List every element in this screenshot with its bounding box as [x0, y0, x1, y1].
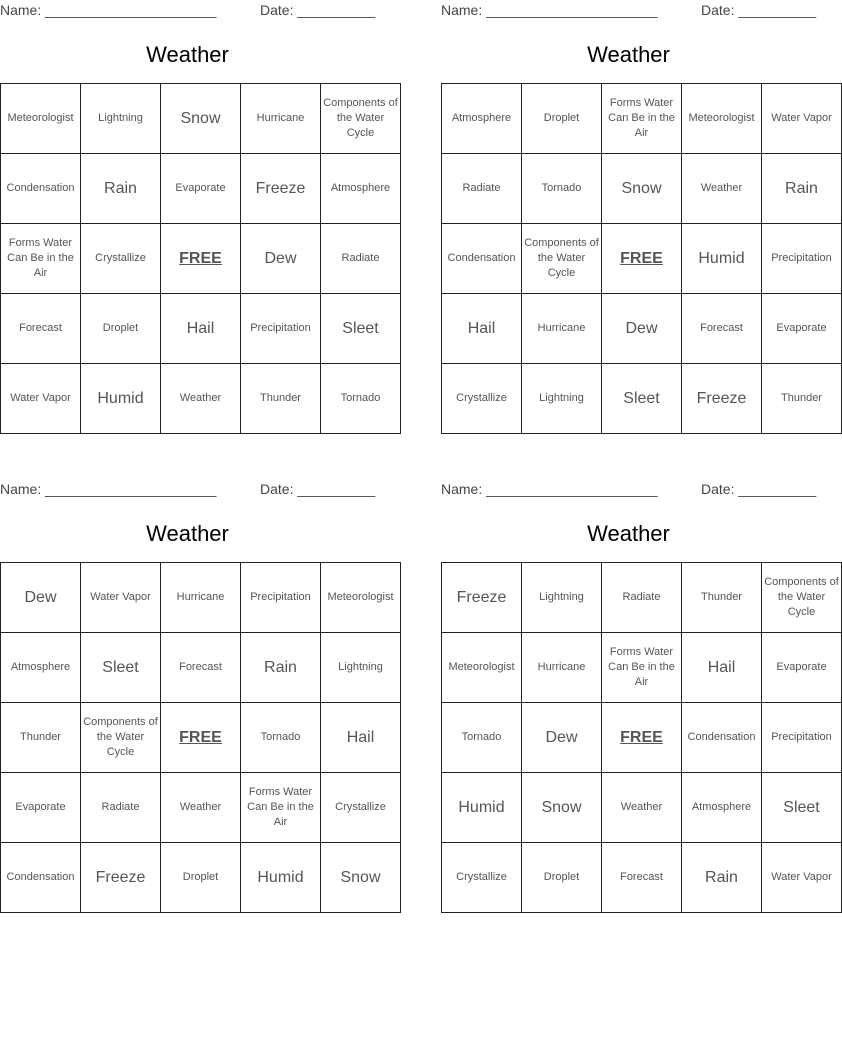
- grid-cell: Forecast: [602, 843, 682, 913]
- grid-cell: Water Vapor: [81, 563, 161, 633]
- bingo-card: [0, 479, 394, 886]
- grid-cell: Hurricane: [161, 563, 241, 633]
- grid-cell: Atmosphere: [442, 84, 522, 154]
- grid-cell: Forecast: [161, 633, 241, 703]
- grid-cell: Lightning: [81, 84, 161, 154]
- grid-cell: Precipitation: [241, 563, 321, 633]
- name-field-label: Name: ______________________: [0, 2, 217, 18]
- card-header: [0, 479, 375, 501]
- grid-cell: Weather: [161, 773, 241, 843]
- grid-cell: Meteorologist: [442, 633, 522, 703]
- grid-cell: Radiate: [81, 773, 161, 843]
- grid-row: [1, 773, 401, 843]
- grid-cell: Hurricane: [522, 294, 602, 364]
- grid-cell: Forms Water Can Be in the Air: [602, 84, 682, 154]
- grid-cell: Snow: [522, 773, 602, 843]
- grid-cell: Dew: [241, 224, 321, 294]
- grid-row: [442, 773, 842, 843]
- grid-cell: Atmosphere: [1, 633, 81, 703]
- grid-cell: Crystallize: [81, 224, 161, 294]
- grid-cell: Weather: [602, 773, 682, 843]
- grid-cell: Evaporate: [1, 773, 81, 843]
- grid-cell: Precipitation: [762, 224, 842, 294]
- grid-row: [442, 84, 842, 154]
- bingo-grid: [441, 83, 842, 434]
- grid-cell: Forms Water Can Be in the Air: [1, 224, 81, 294]
- grid-cell: Forms Water Can Be in the Air: [602, 633, 682, 703]
- grid-row: [442, 703, 842, 773]
- grid-row: [442, 224, 842, 294]
- grid-row: [442, 364, 842, 434]
- grid-cell: Hail: [442, 294, 522, 364]
- grid-cell: Meteorologist: [321, 563, 401, 633]
- grid-row: [1, 843, 401, 913]
- grid-cell: Droplet: [522, 84, 602, 154]
- grid-row: [1, 84, 401, 154]
- name-field-label: Name: ______________________: [0, 481, 217, 497]
- bingo-card: [0, 0, 398, 407]
- grid-cell: Tornado: [241, 703, 321, 773]
- grid-cell: Components of the Water Cycle: [321, 84, 401, 154]
- grid-cell: Crystallize: [442, 843, 522, 913]
- grid-row: [1, 154, 401, 224]
- grid-cell: Precipitation: [241, 294, 321, 364]
- grid-cell: Evaporate: [762, 633, 842, 703]
- grid-cell: Hail: [321, 703, 401, 773]
- grid-cell: Humid: [81, 364, 161, 434]
- grid-cell: Thunder: [241, 364, 321, 434]
- grid-cell: Weather: [682, 154, 762, 224]
- grid-row: [1, 563, 401, 633]
- grid-cell: Forms Water Can Be in the Air: [241, 773, 321, 843]
- grid-cell: Lightning: [522, 563, 602, 633]
- grid-cell: Droplet: [161, 843, 241, 913]
- grid-cell: Rain: [241, 633, 321, 703]
- name-field-label: Name: ______________________: [441, 481, 658, 497]
- grid-cell: Condensation: [1, 843, 81, 913]
- grid-cell: Radiate: [602, 563, 682, 633]
- grid-cell: Freeze: [682, 364, 762, 434]
- card-header: [441, 0, 816, 22]
- free-space: FREE: [161, 703, 241, 773]
- grid-row: [1, 294, 401, 364]
- grid-cell: Hurricane: [522, 633, 602, 703]
- grid-row: [1, 364, 401, 434]
- grid-cell: Meteorologist: [682, 84, 762, 154]
- grid-cell: Rain: [682, 843, 762, 913]
- grid-cell: Crystallize: [321, 773, 401, 843]
- grid-cell: Components of the Water Cycle: [762, 563, 842, 633]
- grid-row: [442, 843, 842, 913]
- grid-cell: Condensation: [1, 154, 81, 224]
- grid-cell: Humid: [241, 843, 321, 913]
- grid-cell: Sleet: [602, 364, 682, 434]
- grid-cell: Snow: [321, 843, 401, 913]
- free-space: FREE: [161, 224, 241, 294]
- grid-cell: Evaporate: [762, 294, 842, 364]
- bingo-grid: [441, 562, 842, 913]
- grid-cell: Dew: [1, 563, 81, 633]
- grid-cell: Dew: [522, 703, 602, 773]
- grid-cell: Thunder: [762, 364, 842, 434]
- name-field-label: Name: ______________________: [441, 2, 658, 18]
- grid-cell: Water Vapor: [1, 364, 81, 434]
- grid-row: [442, 633, 842, 703]
- grid-cell: Radiate: [442, 154, 522, 224]
- card-title: Weather: [587, 521, 670, 546]
- card-header: [441, 479, 816, 501]
- grid-cell: Hail: [682, 633, 762, 703]
- grid-cell: Sleet: [81, 633, 161, 703]
- grid-cell: Humid: [682, 224, 762, 294]
- grid-cell: Condensation: [682, 703, 762, 773]
- grid-cell: Tornado: [321, 364, 401, 434]
- card-header: [0, 0, 375, 22]
- grid-cell: Hurricane: [241, 84, 321, 154]
- grid-cell: Thunder: [682, 563, 762, 633]
- grid-cell: Evaporate: [161, 154, 241, 224]
- bingo-grid: [0, 83, 401, 434]
- grid-cell: Dew: [602, 294, 682, 364]
- grid-row: [442, 294, 842, 364]
- grid-cell: Sleet: [762, 773, 842, 843]
- grid-row: [1, 224, 401, 294]
- grid-cell: Condensation: [442, 224, 522, 294]
- grid-cell: Freeze: [241, 154, 321, 224]
- grid-row: [442, 563, 842, 633]
- grid-cell: Meteorologist: [1, 84, 81, 154]
- card-title: Weather: [146, 42, 229, 67]
- grid-cell: Rain: [81, 154, 161, 224]
- bingo-card: [441, 0, 832, 407]
- grid-cell: Crystallize: [442, 364, 522, 434]
- free-space: FREE: [602, 703, 682, 773]
- bingo-grid: [0, 562, 401, 913]
- grid-cell: Radiate: [321, 224, 401, 294]
- grid-cell: Water Vapor: [762, 84, 842, 154]
- grid-cell: Weather: [161, 364, 241, 434]
- grid-cell: Humid: [442, 773, 522, 843]
- grid-cell: Components of the Water Cycle: [522, 224, 602, 294]
- grid-cell: Hail: [161, 294, 241, 364]
- grid-cell: Droplet: [81, 294, 161, 364]
- grid-cell: Thunder: [1, 703, 81, 773]
- grid-cell: Tornado: [442, 703, 522, 773]
- grid-cell: Rain: [762, 154, 842, 224]
- grid-cell: Atmosphere: [321, 154, 401, 224]
- grid-cell: Sleet: [321, 294, 401, 364]
- grid-row: [1, 703, 401, 773]
- grid-cell: Atmosphere: [682, 773, 762, 843]
- grid-cell: Freeze: [81, 843, 161, 913]
- grid-cell: Forecast: [1, 294, 81, 364]
- bingo-card: [441, 479, 839, 886]
- date-field-label: Date: __________: [260, 481, 376, 497]
- grid-cell: Components of the Water Cycle: [81, 703, 161, 773]
- grid-cell: Lightning: [321, 633, 401, 703]
- grid-row: [442, 154, 842, 224]
- card-title: Weather: [587, 42, 670, 67]
- grid-cell: Snow: [602, 154, 682, 224]
- free-space: FREE: [602, 224, 682, 294]
- grid-cell: Freeze: [442, 563, 522, 633]
- date-field-label: Date: __________: [701, 2, 817, 18]
- date-field-label: Date: __________: [260, 2, 376, 18]
- grid-cell: Lightning: [522, 364, 602, 434]
- grid-cell: Tornado: [522, 154, 602, 224]
- grid-row: [1, 633, 401, 703]
- card-title: Weather: [146, 521, 229, 546]
- grid-cell: Forecast: [682, 294, 762, 364]
- date-field-label: Date: __________: [701, 481, 817, 497]
- grid-cell: Water Vapor: [762, 843, 842, 913]
- grid-cell: Precipitation: [762, 703, 842, 773]
- grid-cell: Droplet: [522, 843, 602, 913]
- grid-cell: Snow: [161, 84, 241, 154]
